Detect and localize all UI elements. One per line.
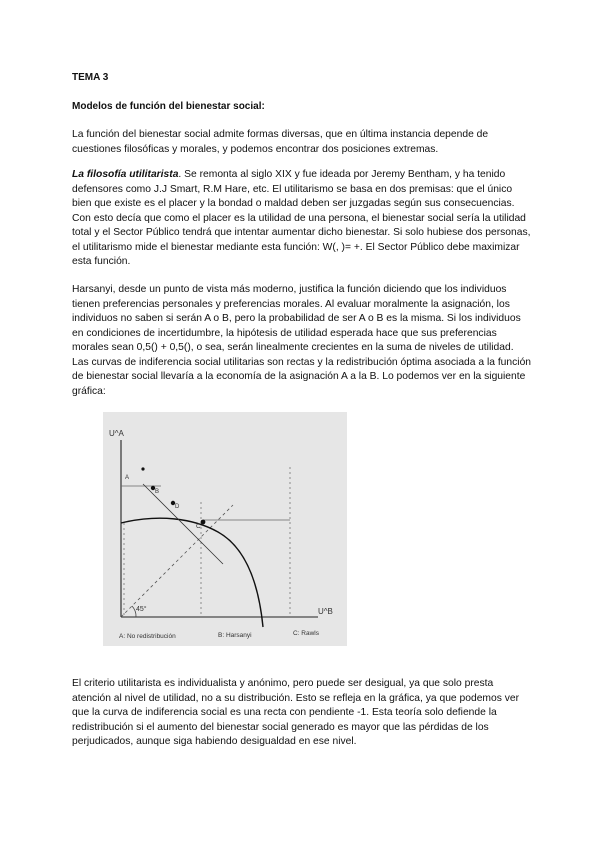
harsanyi-paragraph: Harsanyi, desde un punto de vista más moderno, justifica la función diciendo que los individuos tienen preferencias personales y preferencias morales. Al evaluar moralmente la asignación, los individuos no saben si serán A o B, pero la probabilidad de ser A o B es la misma. Si los individuos en condiciones de incertidumbre, la hipótesis de utilidad esperada hace que sus preferencias morales sean 0,5() + 0,5(), o sea, serán linealmente crecientes en la suma de niveles de utilidad. Las curvas de indiferencia social utilitarias son rectas y la redistribución óptima asociada a la función de bienestar social llevaría a la economía de la asignación A a la B. Lo podemos ver en la siguiente gráfica: — [72, 284, 532, 397]
angle-label: 45° — [136, 606, 147, 613]
caption-b: B: Harsanyi — [218, 632, 252, 639]
utilitarian-paragraph — [72, 168, 532, 270]
point-a — [141, 467, 144, 470]
intro-paragraph: La función del bienestar social admite formas diversas, que en última instancia depende de cuestiones filosóficas y morales, y podemos encontrar dos posiciones extremas. — [72, 129, 489, 155]
point-c — [201, 520, 206, 525]
caption-c: C: Rawls — [293, 630, 320, 637]
forty-five-degree-line — [121, 505, 233, 617]
caption-a: A: No redistribución — [119, 633, 176, 640]
utilitarian-lead: La filosofía utilitarista — [72, 169, 179, 180]
utility-possibility-figure — [103, 412, 347, 646]
social-indifference-line — [143, 484, 223, 564]
point-b-label: B — [155, 489, 160, 495]
point-c-label: C — [196, 523, 201, 530]
y-axis-label: U^A — [109, 429, 124, 438]
point-a-label: A — [125, 475, 130, 481]
point-d-label: D — [175, 504, 180, 510]
section-subheading: Modelos de función del bienestar social: — [72, 101, 265, 112]
conclusion-paragraph: El criterio utilitarista es individualista y anónimo, pero puede ser desigual, ya que solo presta atención al nivel de utilidad, no a su distribución. Esto se refleja en la gráfica, ya que podemos ver que la curva de indiferencia social es una recta con pendiente -1. Esta teoría solo defiende la redistribución si el aumento del bienestar social generado es mayor que las pérdidas de los perjudicados, aunque siga habiendo desigualdad en ese nivel. — [72, 678, 520, 747]
utilitarian-body: . Se remonta al siglo XIX y fue ideada por Jeremy Bentham, y ha tenido defensores como J.J Smart, R.M Hare, etc. El utilitarismo se basa en dos premisas: que el único bien que existe es el placer y la bondad o maldad deben ser juzgadas según sus consecuencias. Con esto decía que como el placer es la utilidad de una persona, el bienestar social sería la utilidad total y el Sector Público tendrá que intentar aumentar dicho bienestar. Si solo hubiese dos personas, el utilitarismo mide el bienestar mediante esta función: W(, )= +. El Sector Público debe maximizar esta función. — [72, 169, 531, 267]
x-axis-label: U^B — [318, 607, 333, 616]
utility-possibility-graph — [103, 412, 347, 646]
section-heading: TEMA 3 — [72, 72, 109, 83]
